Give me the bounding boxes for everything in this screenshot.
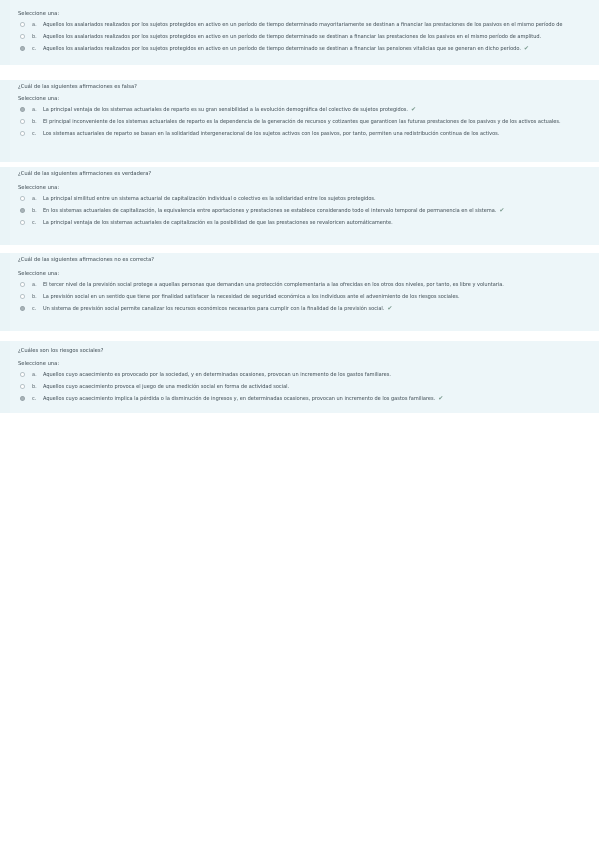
option-text: Los sistemas actuariales de reparto se basan en la solidaridad intergeneracional de los sujetos activos con los pasivos, por tanto, permiten una redistribución continua de los activos. — [43, 131, 500, 137]
radio-button[interactable] — [20, 196, 25, 201]
option-text — [43, 393, 443, 405]
option-letter: c. — [32, 220, 37, 226]
question-card — [10, 341, 599, 413]
answer-option-b[interactable] — [18, 31, 599, 43]
radio-button[interactable] — [20, 384, 25, 389]
option-letter: c. — [32, 306, 37, 312]
check-icon: ✔ — [438, 395, 444, 402]
answer-option-a[interactable] — [18, 104, 599, 116]
answer-option-a[interactable] — [18, 19, 599, 31]
option-letter: b. — [32, 384, 37, 390]
check-icon: ✔ — [387, 305, 393, 312]
option-letter: c. — [32, 131, 37, 137]
question-text: ¿Cuáles son los riesgos sociales? — [18, 348, 104, 354]
option-letter: a. — [32, 107, 37, 113]
option-text: La principal ventaja de los sistemas actuariales de capitalización es la posibilidad de que las prestaciones se revaloricen automáticamente. — [43, 220, 393, 226]
answer-option-a[interactable] — [18, 369, 599, 381]
option-letter: a. — [32, 196, 37, 202]
option-text-content: La principal ventaja de los sistemas actuariales de reparto es su gran sensibilidad a la evolución demográfica del colectivo de sujetos protegidos. — [43, 107, 408, 113]
answer-option-b[interactable] — [18, 116, 599, 128]
option-letter: b. — [32, 294, 37, 300]
option-letter: b. — [32, 208, 37, 214]
select-one-prompt: Seleccione una: — [18, 271, 60, 277]
answer-option-a[interactable] — [18, 193, 599, 205]
option-text — [43, 303, 392, 315]
left-strip — [0, 253, 10, 331]
answer-option-c[interactable] — [18, 303, 599, 315]
radio-button-selected[interactable] — [20, 107, 25, 112]
option-text: Aquellos cuyo acaecimiento es provocado por la sociedad, y en determinadas ocasiones, provocan un incremento de los gastos familiares. — [43, 372, 391, 378]
select-one-prompt: Seleccione una: — [18, 361, 60, 367]
question-text: ¿Cuál de las siguientes afirmaciones es falsa? — [18, 84, 137, 90]
option-letter: a. — [32, 372, 37, 378]
radio-button-selected[interactable] — [20, 396, 25, 401]
answer-option-b[interactable] — [18, 291, 599, 303]
option-text-content: Aquellos cuyo acaecimiento implica la pérdida o la disminución de ingresos y, en determinadas ocasiones, provocan un incremento de los gastos familiares. — [43, 396, 436, 402]
answer-option-c[interactable] — [18, 128, 599, 140]
option-text — [43, 104, 416, 116]
option-letter: b. — [32, 34, 37, 40]
select-one-prompt: Seleccione una: — [18, 185, 60, 191]
answer-option-c[interactable] — [18, 393, 599, 405]
option-text: El tercer nivel de la previsión social protege a aquellas personas que demandan una protección complementaria a las ofrecidas en los otros dos niveles, por tanto, es libre y voluntaria. — [43, 282, 504, 288]
check-icon: ✔ — [499, 207, 505, 214]
select-one-prompt: Seleccione una: — [18, 11, 60, 17]
question-card — [10, 253, 599, 331]
check-icon: ✔ — [523, 45, 529, 52]
question-card — [10, 0, 599, 65]
option-text-content: Aquellos los asalariados realizados por los sujetos protegidos en activo en un período de tiempo determinado se destinan a financiar las pensiones vitalicias que se generan en dicho período. — [43, 46, 521, 52]
question-text: ¿Cuál de las siguientes afirmaciones no es correcta? — [18, 257, 155, 263]
option-text: Aquellos los asalariados realizados por los sujetos protegidos en activo en un período de tiempo determinado se destinan a financiar las prestaciones de los pasivos en el mismo período de amplitud. — [43, 34, 542, 40]
option-text — [43, 43, 529, 55]
radio-button[interactable] — [20, 22, 25, 27]
option-text: La previsión social en un sentido que tiene por finalidad satisfacer la necesidad de seguridad económica a los individuos ante el advenimiento de los riesgos sociales. — [43, 294, 460, 300]
radio-button-selected[interactable] — [20, 46, 25, 51]
option-text: El principal inconveniente de los sistemas actuariales de reparto es la dependencia de la generación de recursos y cotizantes que garanticen las futuras prestaciones de los pasivos y de los activos actuales. — [43, 119, 561, 125]
question-text: ¿Cuál de las siguientes afirmaciones es verdadera? — [18, 171, 152, 177]
option-text-content: Un sistema de previsión social permite canalizar los recursos económicos necesarios para cumplir con la finalidad de la previsión social. — [43, 306, 385, 312]
radio-button[interactable] — [20, 372, 25, 377]
answer-option-b[interactable] — [18, 205, 599, 217]
answer-option-c[interactable] — [18, 217, 599, 229]
option-text: Aquellos los asalariados realizados por los sujetos protegidos en activo en un período de tiempo determinado mayoritariamente se destinan a financiar las prestaciones de los pasivos en el mismo período de — [43, 22, 563, 28]
answer-option-c[interactable] — [18, 43, 599, 55]
option-text — [43, 205, 504, 217]
left-strip — [0, 167, 10, 245]
radio-button[interactable] — [20, 220, 25, 225]
radio-button[interactable] — [20, 34, 25, 39]
left-strip — [0, 80, 10, 162]
radio-button-selected[interactable] — [20, 306, 25, 311]
option-text: La principal similitud entre un sistema actuarial de capitalización individual o colectivo es la solidaridad entre los sujetos protegidos. — [43, 196, 376, 202]
option-text: Aquellos cuyo acaecimiento provoca el juego de una medición social en forma de actividad social. — [43, 384, 290, 390]
check-icon: ✔ — [410, 106, 416, 113]
answer-option-a[interactable] — [18, 279, 599, 291]
option-letter: c. — [32, 396, 37, 402]
radio-button[interactable] — [20, 119, 25, 124]
radio-button[interactable] — [20, 282, 25, 287]
option-letter: c. — [32, 46, 37, 52]
option-text-content: En los sistemas actuariales de capitalización, la equivalencia entre aportaciones y prestaciones se establece considerando todo el intervalo temporal de permanencia en el sistema. — [43, 208, 497, 214]
option-letter: a. — [32, 22, 37, 28]
radio-button[interactable] — [20, 131, 25, 136]
left-strip — [0, 0, 10, 65]
option-letter: b. — [32, 119, 37, 125]
answer-option-b[interactable] — [18, 381, 599, 393]
left-strip — [0, 341, 10, 413]
option-letter: a. — [32, 282, 37, 288]
radio-button[interactable] — [20, 294, 25, 299]
select-one-prompt: Seleccione una: — [18, 96, 60, 102]
question-card — [10, 80, 599, 162]
radio-button-selected[interactable] — [20, 208, 25, 213]
question-card — [10, 167, 599, 245]
